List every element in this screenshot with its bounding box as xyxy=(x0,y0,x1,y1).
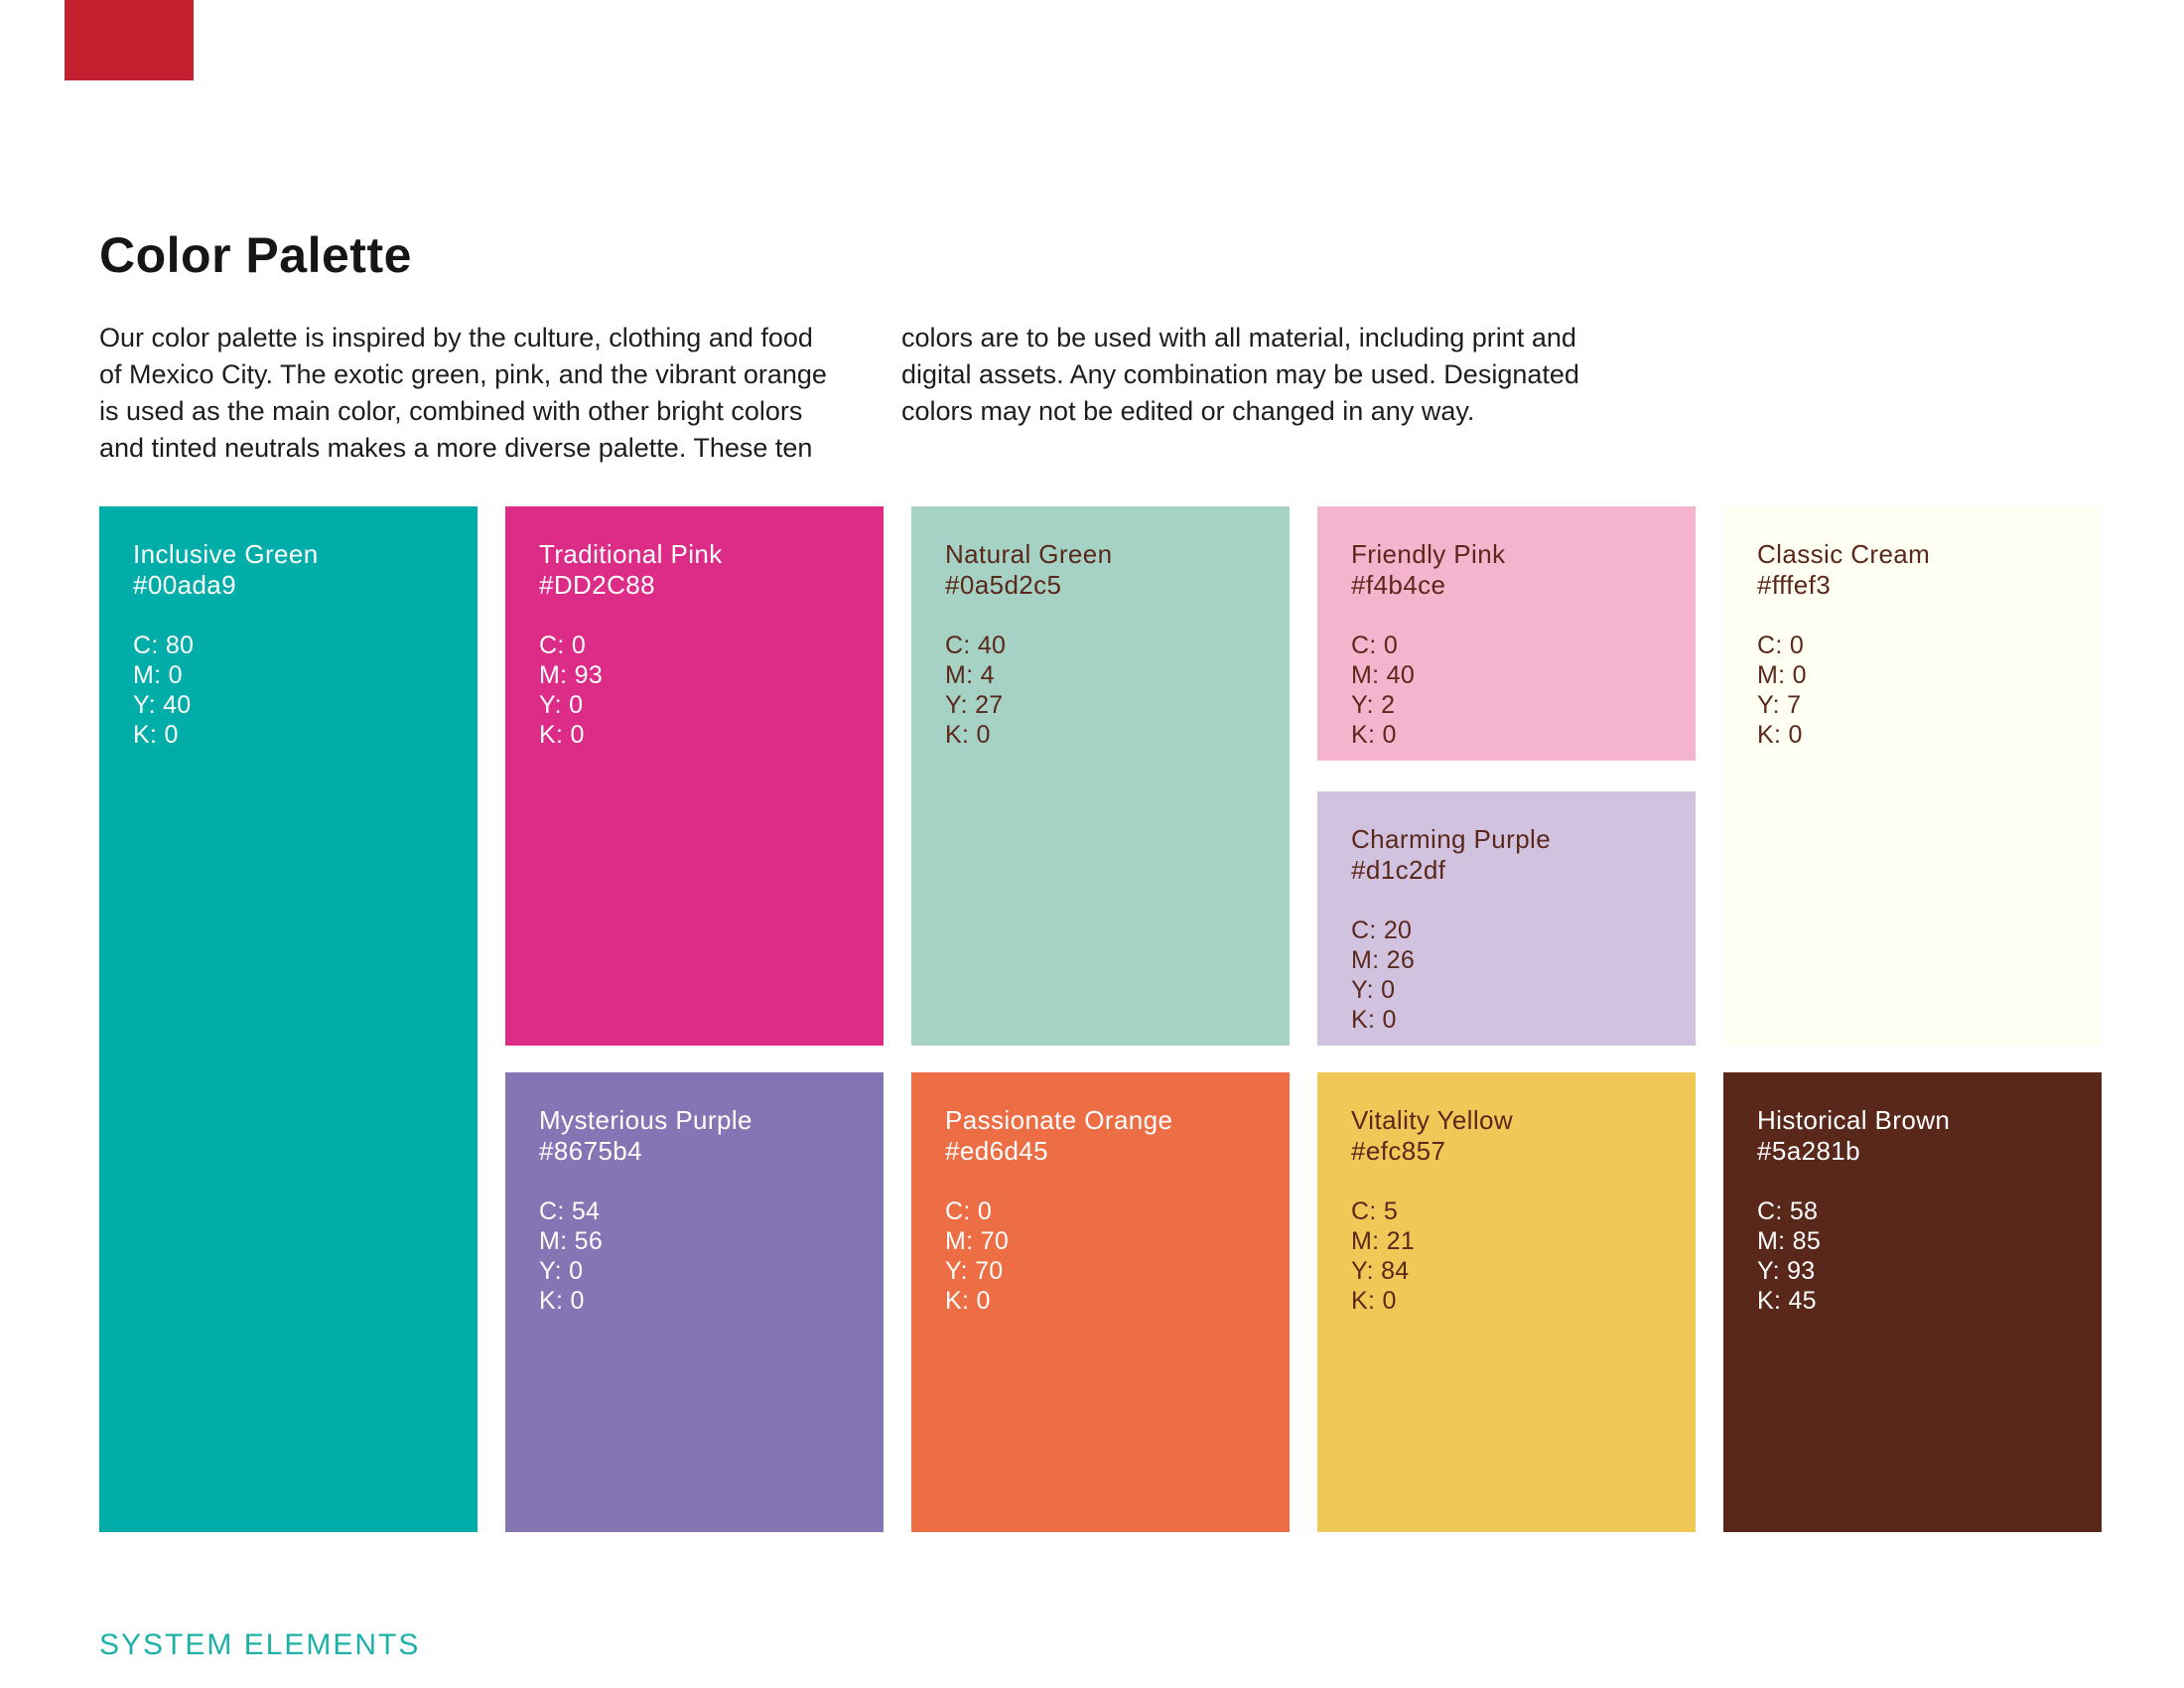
cmyk-yellow-value: Y: 0 xyxy=(539,691,584,719)
swatch-classic-cream xyxy=(1723,506,2102,1046)
swatch-cmyk-values xyxy=(539,631,850,750)
swatch-name-label: Classic Cream xyxy=(1757,539,1931,569)
swatch-hex-label: #8675b4 xyxy=(539,1136,643,1166)
cmyk-cyan-value: C: 20 xyxy=(1351,916,1413,944)
cmyk-magenta-value: M: 56 xyxy=(539,1227,604,1255)
swatch-natural-green xyxy=(911,506,1290,1046)
swatch-hex-label: #efc857 xyxy=(1351,1136,1446,1166)
intro-line: is used as the main color, combined with other bright colors xyxy=(99,396,803,426)
cmyk-yellow-value: Y: 0 xyxy=(539,1257,584,1285)
swatch-cmyk-values xyxy=(1351,631,1662,750)
cmyk-yellow-value: Y: 40 xyxy=(133,691,192,719)
swatch-name-label: Inclusive Green xyxy=(133,539,319,569)
swatch-passionate-orange xyxy=(911,1072,1290,1532)
footer-section-label: SYSTEM ELEMENTS xyxy=(99,1628,421,1661)
cmyk-magenta-value: M: 85 xyxy=(1757,1227,1822,1255)
cmyk-black-value: K: 45 xyxy=(1757,1287,1817,1315)
swatch-vitality-yellow xyxy=(1317,1072,1696,1532)
swatch-hex-label: #ed6d45 xyxy=(945,1136,1049,1166)
swatch-cmyk-values xyxy=(945,631,1256,750)
cmyk-black-value: K: 0 xyxy=(1351,1287,1397,1315)
cmyk-black-value: K: 0 xyxy=(1351,721,1397,749)
cmyk-yellow-value: Y: 0 xyxy=(1351,976,1396,1004)
cmyk-cyan-value: C: 5 xyxy=(1351,1197,1399,1225)
swatch-traditional-pink xyxy=(505,506,884,1046)
cmyk-cyan-value: C: 0 xyxy=(945,1197,993,1225)
swatch-friendly-pink xyxy=(1317,506,1696,761)
cmyk-cyan-value: C: 54 xyxy=(539,1197,601,1225)
swatch-cmyk-values xyxy=(539,1196,850,1316)
intro-column-left xyxy=(99,320,827,467)
intro-line: Our color palette is inspired by the culture, clothing and food xyxy=(99,323,813,352)
swatch-name-label: Vitality Yellow xyxy=(1351,1105,1514,1135)
corner-accent-red-block xyxy=(65,0,194,80)
intro-line: of Mexico City. The exotic green, pink, and the vibrant orange xyxy=(99,359,827,389)
intro-line: digital assets. Any combination may be used. Designated xyxy=(901,359,1579,389)
intro-line: and tinted neutrals makes a more diverse palette. These ten xyxy=(99,433,813,463)
cmyk-cyan-value: C: 0 xyxy=(539,632,587,659)
cmyk-cyan-value: C: 0 xyxy=(1757,632,1805,659)
swatch-name-label: Historical Brown xyxy=(1757,1105,1951,1135)
swatch-cmyk-values xyxy=(1351,915,1662,1035)
cmyk-magenta-value: M: 70 xyxy=(945,1227,1010,1255)
cmyk-magenta-value: M: 4 xyxy=(945,661,995,689)
cmyk-magenta-value: M: 93 xyxy=(539,661,604,689)
cmyk-black-value: K: 0 xyxy=(1757,721,1803,749)
swatch-name-label: Natural Green xyxy=(945,539,1113,569)
swatch-name-label: Charming Purple xyxy=(1351,824,1552,854)
cmyk-cyan-value: C: 40 xyxy=(945,632,1007,659)
cmyk-black-value: K: 0 xyxy=(945,721,991,749)
cmyk-magenta-value: M: 26 xyxy=(1351,946,1416,974)
swatch-hex-label: #fffef3 xyxy=(1757,570,1832,600)
swatch-hex-label: #0a5d2c5 xyxy=(945,570,1062,600)
cmyk-magenta-value: M: 0 xyxy=(133,661,183,689)
swatch-hex-label: #DD2C88 xyxy=(539,570,655,600)
cmyk-yellow-value: Y: 70 xyxy=(945,1257,1004,1285)
swatch-cmyk-values xyxy=(133,631,444,750)
cmyk-yellow-value: Y: 2 xyxy=(1351,691,1396,719)
cmyk-yellow-value: Y: 7 xyxy=(1757,691,1802,719)
cmyk-yellow-value: Y: 27 xyxy=(945,691,1004,719)
intro-line: colors may not be edited or changed in any way. xyxy=(901,396,1475,426)
cmyk-magenta-value: M: 21 xyxy=(1351,1227,1416,1255)
intro-column-right xyxy=(901,320,1579,430)
cmyk-yellow-value: Y: 93 xyxy=(1757,1257,1816,1285)
swatch-hex-label: #d1c2df xyxy=(1351,855,1446,885)
cmyk-magenta-value: M: 40 xyxy=(1351,661,1416,689)
cmyk-black-value: K: 0 xyxy=(1351,1006,1397,1034)
intro-line: colors are to be used with all material, including print and xyxy=(901,323,1576,352)
cmyk-magenta-value: M: 0 xyxy=(1757,661,1807,689)
swatch-charming-purple xyxy=(1317,791,1696,1046)
page-title: Color Palette xyxy=(99,227,412,283)
swatch-hex-label: #f4b4ce xyxy=(1351,570,1446,600)
swatch-hex-label: #5a281b xyxy=(1757,1136,1861,1166)
swatch-cmyk-values xyxy=(1757,631,2068,750)
cmyk-black-value: K: 0 xyxy=(945,1287,991,1315)
swatch-historical-brown xyxy=(1723,1072,2102,1532)
swatch-inclusive-green xyxy=(99,506,478,1532)
cmyk-yellow-value: Y: 84 xyxy=(1351,1257,1410,1285)
cmyk-black-value: K: 0 xyxy=(539,1287,585,1315)
cmyk-cyan-value: C: 80 xyxy=(133,632,195,659)
cmyk-black-value: K: 0 xyxy=(539,721,585,749)
swatch-name-label: Passionate Orange xyxy=(945,1105,1173,1135)
cmyk-black-value: K: 0 xyxy=(133,721,179,749)
swatch-cmyk-values xyxy=(1351,1196,1662,1316)
swatch-name-label: Friendly Pink xyxy=(1351,539,1506,569)
cmyk-cyan-value: C: 0 xyxy=(1351,632,1399,659)
cmyk-cyan-value: C: 58 xyxy=(1757,1197,1819,1225)
swatch-mysterious-purple xyxy=(505,1072,884,1532)
swatch-hex-label: #00ada9 xyxy=(133,570,237,600)
swatch-cmyk-values xyxy=(1757,1196,2068,1316)
swatch-name-label: Traditional Pink xyxy=(539,539,723,569)
swatch-name-label: Mysterious Purple xyxy=(539,1105,752,1135)
swatch-cmyk-values xyxy=(945,1196,1256,1316)
